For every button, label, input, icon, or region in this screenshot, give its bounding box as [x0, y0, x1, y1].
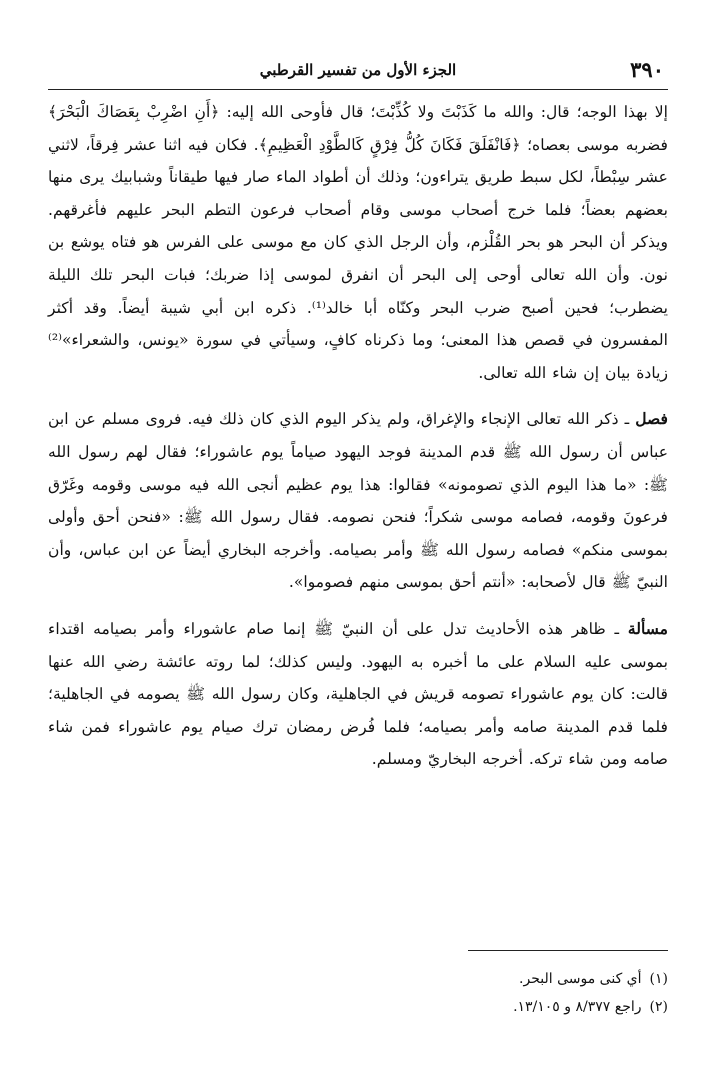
paragraph-text: ـ ظاهر هذه الأحاديث تدل على أن النبيّ ﷺ إنما صام عاشوراء وأمر بصيامه اقتداء بموسى عليه السلام على ما أخبره به اليهود. وليس كذلك؛ لما روته عائشة رضي الله عنها قالت: كان يوم عاشوراء تصومه قريش في الجاهلية، وكان رسول الله ﷺ يصومه في الجاهلية؛ فلما قدم المدينة صامه وأمر بصيامه؛ فلما فُرض رمضان ترك صيام يوم عاشوراء فمن شاء صامه ومن شاء تركه. أخرجه البخاريّ ومسلم.	[48, 619, 668, 769]
footnote-mark: (١)	[649, 971, 668, 987]
footnote-mark: (٢)	[649, 999, 668, 1015]
footnote-text: أي كنى موسى البحر.	[519, 971, 642, 987]
page-header	[48, 55, 668, 90]
issue-heading: مسألة	[627, 618, 668, 638]
footnotes	[48, 965, 668, 1021]
paragraph-section	[48, 403, 668, 599]
running-title: الجزء الأول من تفسير القرطبي	[259, 61, 457, 79]
body-text	[48, 96, 668, 776]
footnote	[48, 965, 668, 993]
footnote	[48, 993, 668, 1021]
footnote-text: راجع ٨/٣٧٧ و ١٣/١٠٥.	[513, 999, 642, 1015]
footnote-divider	[468, 950, 668, 951]
book-page	[48, 55, 668, 1065]
paragraph-text: إلا بهذا الوجه؛ قال: والله ما كَذَبْتَ ولا كُذِّبْتَ؛ قال فأوحى الله إليه: ﴿أَنِ اضْرِبْ بِعَصَاكَ الْبَحْرَ﴾ فضربه موسى بعصاه؛ ﴿فَانْفَلَقَ فَكَانَ كُلُّ فِرْقٍ كَالطَّوْدِ الْعَظِيمِ﴾. فكان فيه اثنا عشر فِرقاً، لاثني عشر سِبْطاً، لكل سبط طريق يتراءون؛ وذلك أن أطواد الماء صار فيها طيقاناً وشبابيك يرى منها بعضهم بعضاً؛ فلما خرج أصحاب موسى وقام أصحاب فرعون التطم البحر عليهم فأغرقهم. ويذكر أن البحر هو بحر القُلْزم، وأن الرجل الذي كان مع موسى على الفرس هو فتاه يوشع بن نون. وأن الله تعالى أوحى إلى البحر أن انفرق لموسى إذا ضربك؛ فبات البحر تلك الليلة يضطرب؛ فحين أصبح ضرب البحر وكنّاه أبا خالد⁽¹⁾. ذكره ابن أبي شيبة أيضاً. وقد أكثر المفسرون في قصص هذا المعنى؛ وما ذكرناه كافٍ، وسيأتي في سورة «يونس، والشعراء»⁽²⁾ زيادة بيان إن شاء الله تعالى.	[48, 103, 668, 382]
section-heading: فصل	[635, 409, 668, 429]
paragraph-text: ـ ذكر الله تعالى الإنجاء والإغراق، ولم يذكر اليوم الذي كان ذلك فيه. فروى مسلم عن ابن عباس أن رسول الله ﷺ قدم المدينة فوجد اليهود صياماً يوم عاشوراء؛ فقال لهم رسول الله ﷺ: «ما هذا اليوم الذي تصومونه» فقالوا: هذا يوم عظيم أنجى الله فيه موسى وقومه وغَرّق فرعونَ وقومه، فصامه موسى شكراً؛ فنحن نصومه. فقال رسول الله ﷺ: «فنحن أحق وأولى بموسى منكم» فصامه رسول الله ﷺ وأمر بصيامه. وأخرجه البخاري أيضاً عن ابن عباس، وأن النبيّ ﷺ قال لأصحابه: «أنتم أحق بموسى منهم فصوموا».	[48, 410, 668, 592]
paragraph-issue	[48, 613, 668, 776]
paragraph-narrative	[48, 96, 668, 389]
page-number: ٣٩٠	[630, 57, 664, 82]
